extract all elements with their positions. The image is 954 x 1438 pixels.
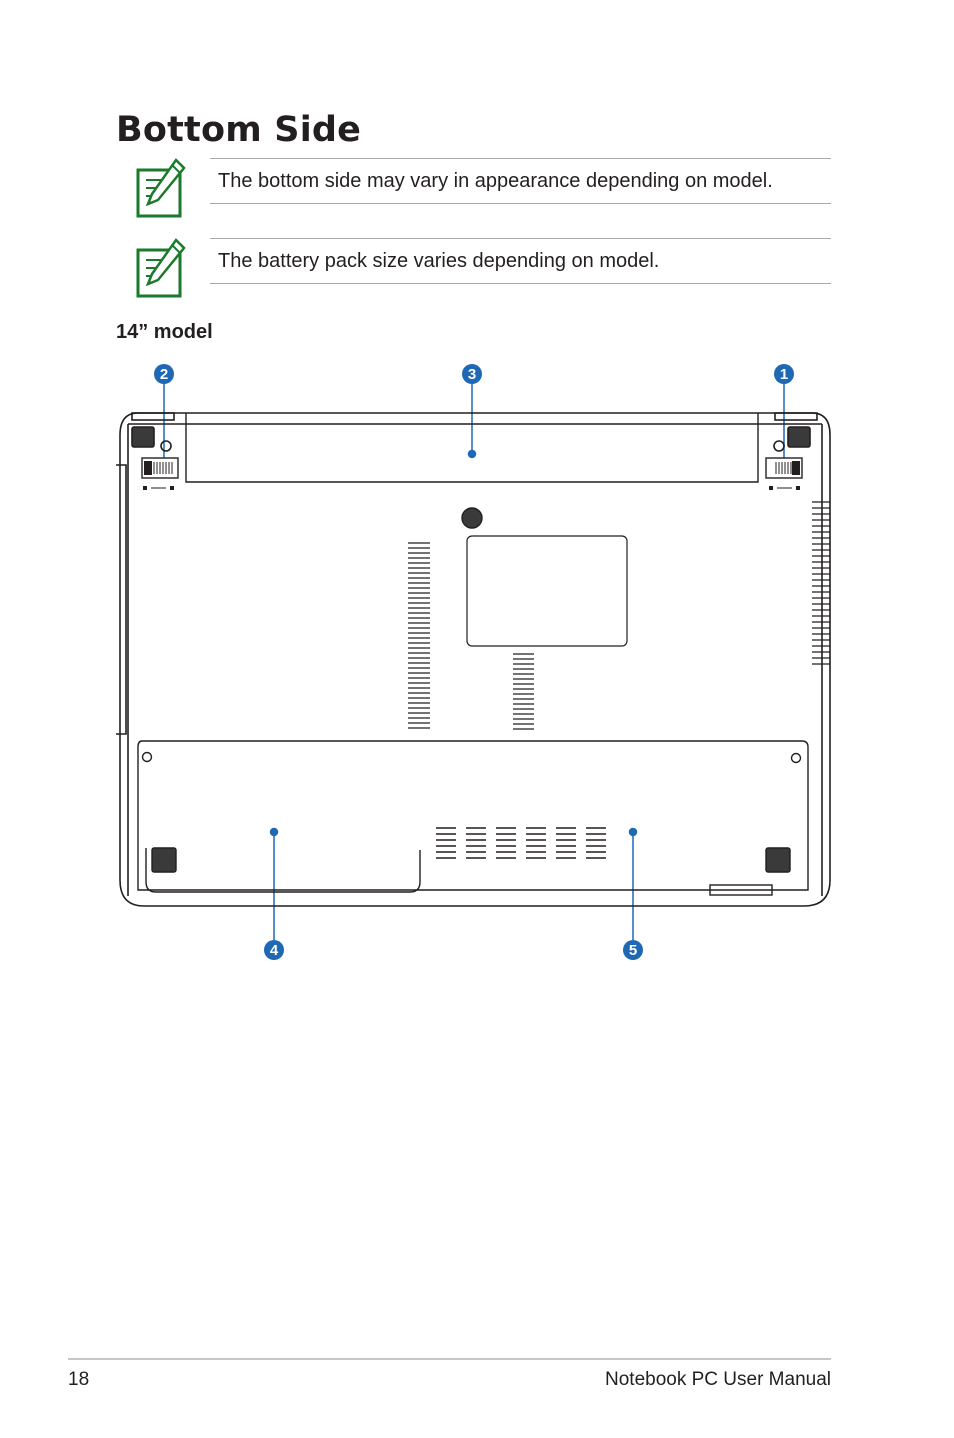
footer-rule <box>68 1358 831 1360</box>
callout-2 <box>154 364 174 384</box>
callout-5 <box>623 940 643 960</box>
wifi-card-plate <box>467 536 627 646</box>
laptop-body <box>116 413 830 906</box>
callout-1 <box>774 364 794 384</box>
note-pencil-icon <box>132 238 188 298</box>
lock-glyphs <box>143 486 800 490</box>
callout-4 <box>264 940 284 960</box>
callout-number: 5 <box>628 942 638 959</box>
memory-compartment <box>138 741 808 895</box>
note-2 <box>132 238 831 298</box>
callout-number: 1 <box>779 366 789 383</box>
screw <box>462 508 482 528</box>
page-title: Bottom Side <box>116 110 362 150</box>
battery-lock-manual <box>766 458 802 478</box>
note-text: The battery pack size varies depending on model. <box>210 238 831 284</box>
callout-number: 3 <box>467 366 477 383</box>
laptop-bottom-diagram <box>110 360 840 970</box>
callout-3 <box>462 364 482 384</box>
callout-number: 4 <box>269 942 279 959</box>
page-number: 18 <box>68 1369 90 1390</box>
model-heading: 14” model <box>116 321 213 343</box>
note-1 <box>132 158 831 218</box>
battery-lock-spring <box>142 458 178 478</box>
callout-number: 2 <box>159 366 169 383</box>
memory-vents <box>436 828 606 858</box>
note-text: The bottom side may vary in appearance depending on model. <box>210 158 831 204</box>
callout-leaders <box>161 384 787 940</box>
footer-title: Notebook PC User Manual <box>605 1369 831 1390</box>
note-pencil-icon <box>132 158 188 218</box>
